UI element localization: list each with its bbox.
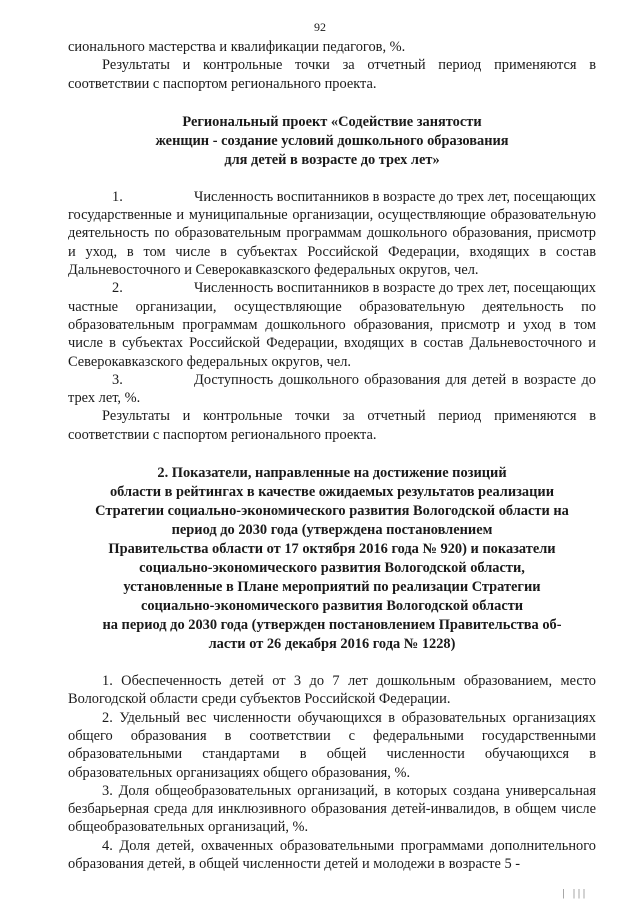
numbered-paragraph: 3. Доля общеобразовательных организаций, в которых создана универсальная безбарьерная среда для инклюзивного образования детей-инвалидов, в общем числе общеобразовательных организаций, %.: [68, 782, 596, 836]
section-heading-1: [68, 113, 596, 170]
heading-line: для детей в возрасте до трех лет»: [224, 151, 440, 168]
document-body: [68, 38, 596, 873]
heading-line: 2. Показатели, направленные на достижение позиций: [157, 465, 507, 482]
heading-line: ласти от 26 декабря 2016 года № 1228): [208, 636, 456, 653]
heading-line: установленные в Плане мероприятий по реализации Стратегии: [123, 579, 541, 596]
heading-line: Правительства области от 17 октября 2016 года № 920) и показатели: [108, 541, 556, 558]
paragraph: сионального мастерства и квалификации педагогов, %.: [68, 39, 406, 55]
list-text: Доступность дошкольного образования для детей в возрасте до трех лет, %.: [68, 371, 596, 407]
heading-line: на период до 2030 года (утвержден постановлением Правительства об-: [102, 617, 562, 634]
heading-line: социально-экономического развития Вологодской области,: [139, 560, 525, 577]
heading-line: Региональный проект «Содействие занятости: [182, 113, 482, 130]
page-number: 92: [314, 20, 326, 34]
list-number: 1.: [112, 188, 123, 205]
list-item: [68, 371, 596, 408]
list-text: Численность воспитанников в возрасте до трех лет, посещающих государственные и муниципальные организации, осуществляющие образовательную деятельность по образовательным программам дошкольного образования, присмотр и уход, в том числе в субъектах Российской Федерации, входящих в состав Дальневосточного и Северокавказского федеральных округов, чел.: [68, 188, 596, 279]
paragraph: Результаты и контрольные точки за отчетный период применяются в соответствии с паспортом регионального проекта.: [68, 57, 596, 92]
scan-mark: | |||: [562, 888, 588, 899]
list-item: [68, 279, 596, 370]
list-number: 2.: [112, 280, 123, 297]
list-number: 3.: [112, 371, 123, 388]
heading-line: женщин - создание условий дошкольного образования: [155, 132, 509, 149]
numbered-paragraph: 1. Обеспеченность детей от 3 до 7 лет дошкольным образованием, место Вологодской области среди субъектов Российской Федерации.: [68, 673, 596, 708]
list-text: Численность воспитанников в возрасте до трех лет, посещающих частные организации, осуществляющие образовательную деятельность по образовательным программам дошкольного образования, присмотр и уход в том числе в субъектах Российской Федерации, входящих в состав Дальневосточного и Северокавказского федеральных округов, чел.: [68, 280, 596, 370]
numbered-paragraph: 4. Доля детей, охваченных образовательными программами дополнительного образования детей, в общей численности детей и молодежи в возрасте 5 -: [68, 837, 596, 873]
heading-line: социально-экономического развития Вологодской области: [140, 598, 524, 615]
heading-line: области в рейтингах в качестве ожидаемых результатов реализации: [109, 484, 554, 501]
section-heading-2: [68, 464, 596, 654]
heading-line: Стратегии социально-экономического развития Вологодской области на: [95, 503, 569, 520]
numbered-paragraph: 2. Удельный вес численности обучающихся в образовательных организациях общего образования в соответствии с федеральными государственными образовательными стандартами в общей численности обучающихся в образовательных организациях общего образования, %.: [68, 709, 596, 781]
paragraph: Результаты и контрольные точки за отчетный период применяются в соответствии с паспортом регионального проекта.: [68, 408, 596, 443]
heading-line: период до 2030 года (утверждена постановлением: [171, 522, 493, 539]
list-item: [68, 188, 596, 279]
